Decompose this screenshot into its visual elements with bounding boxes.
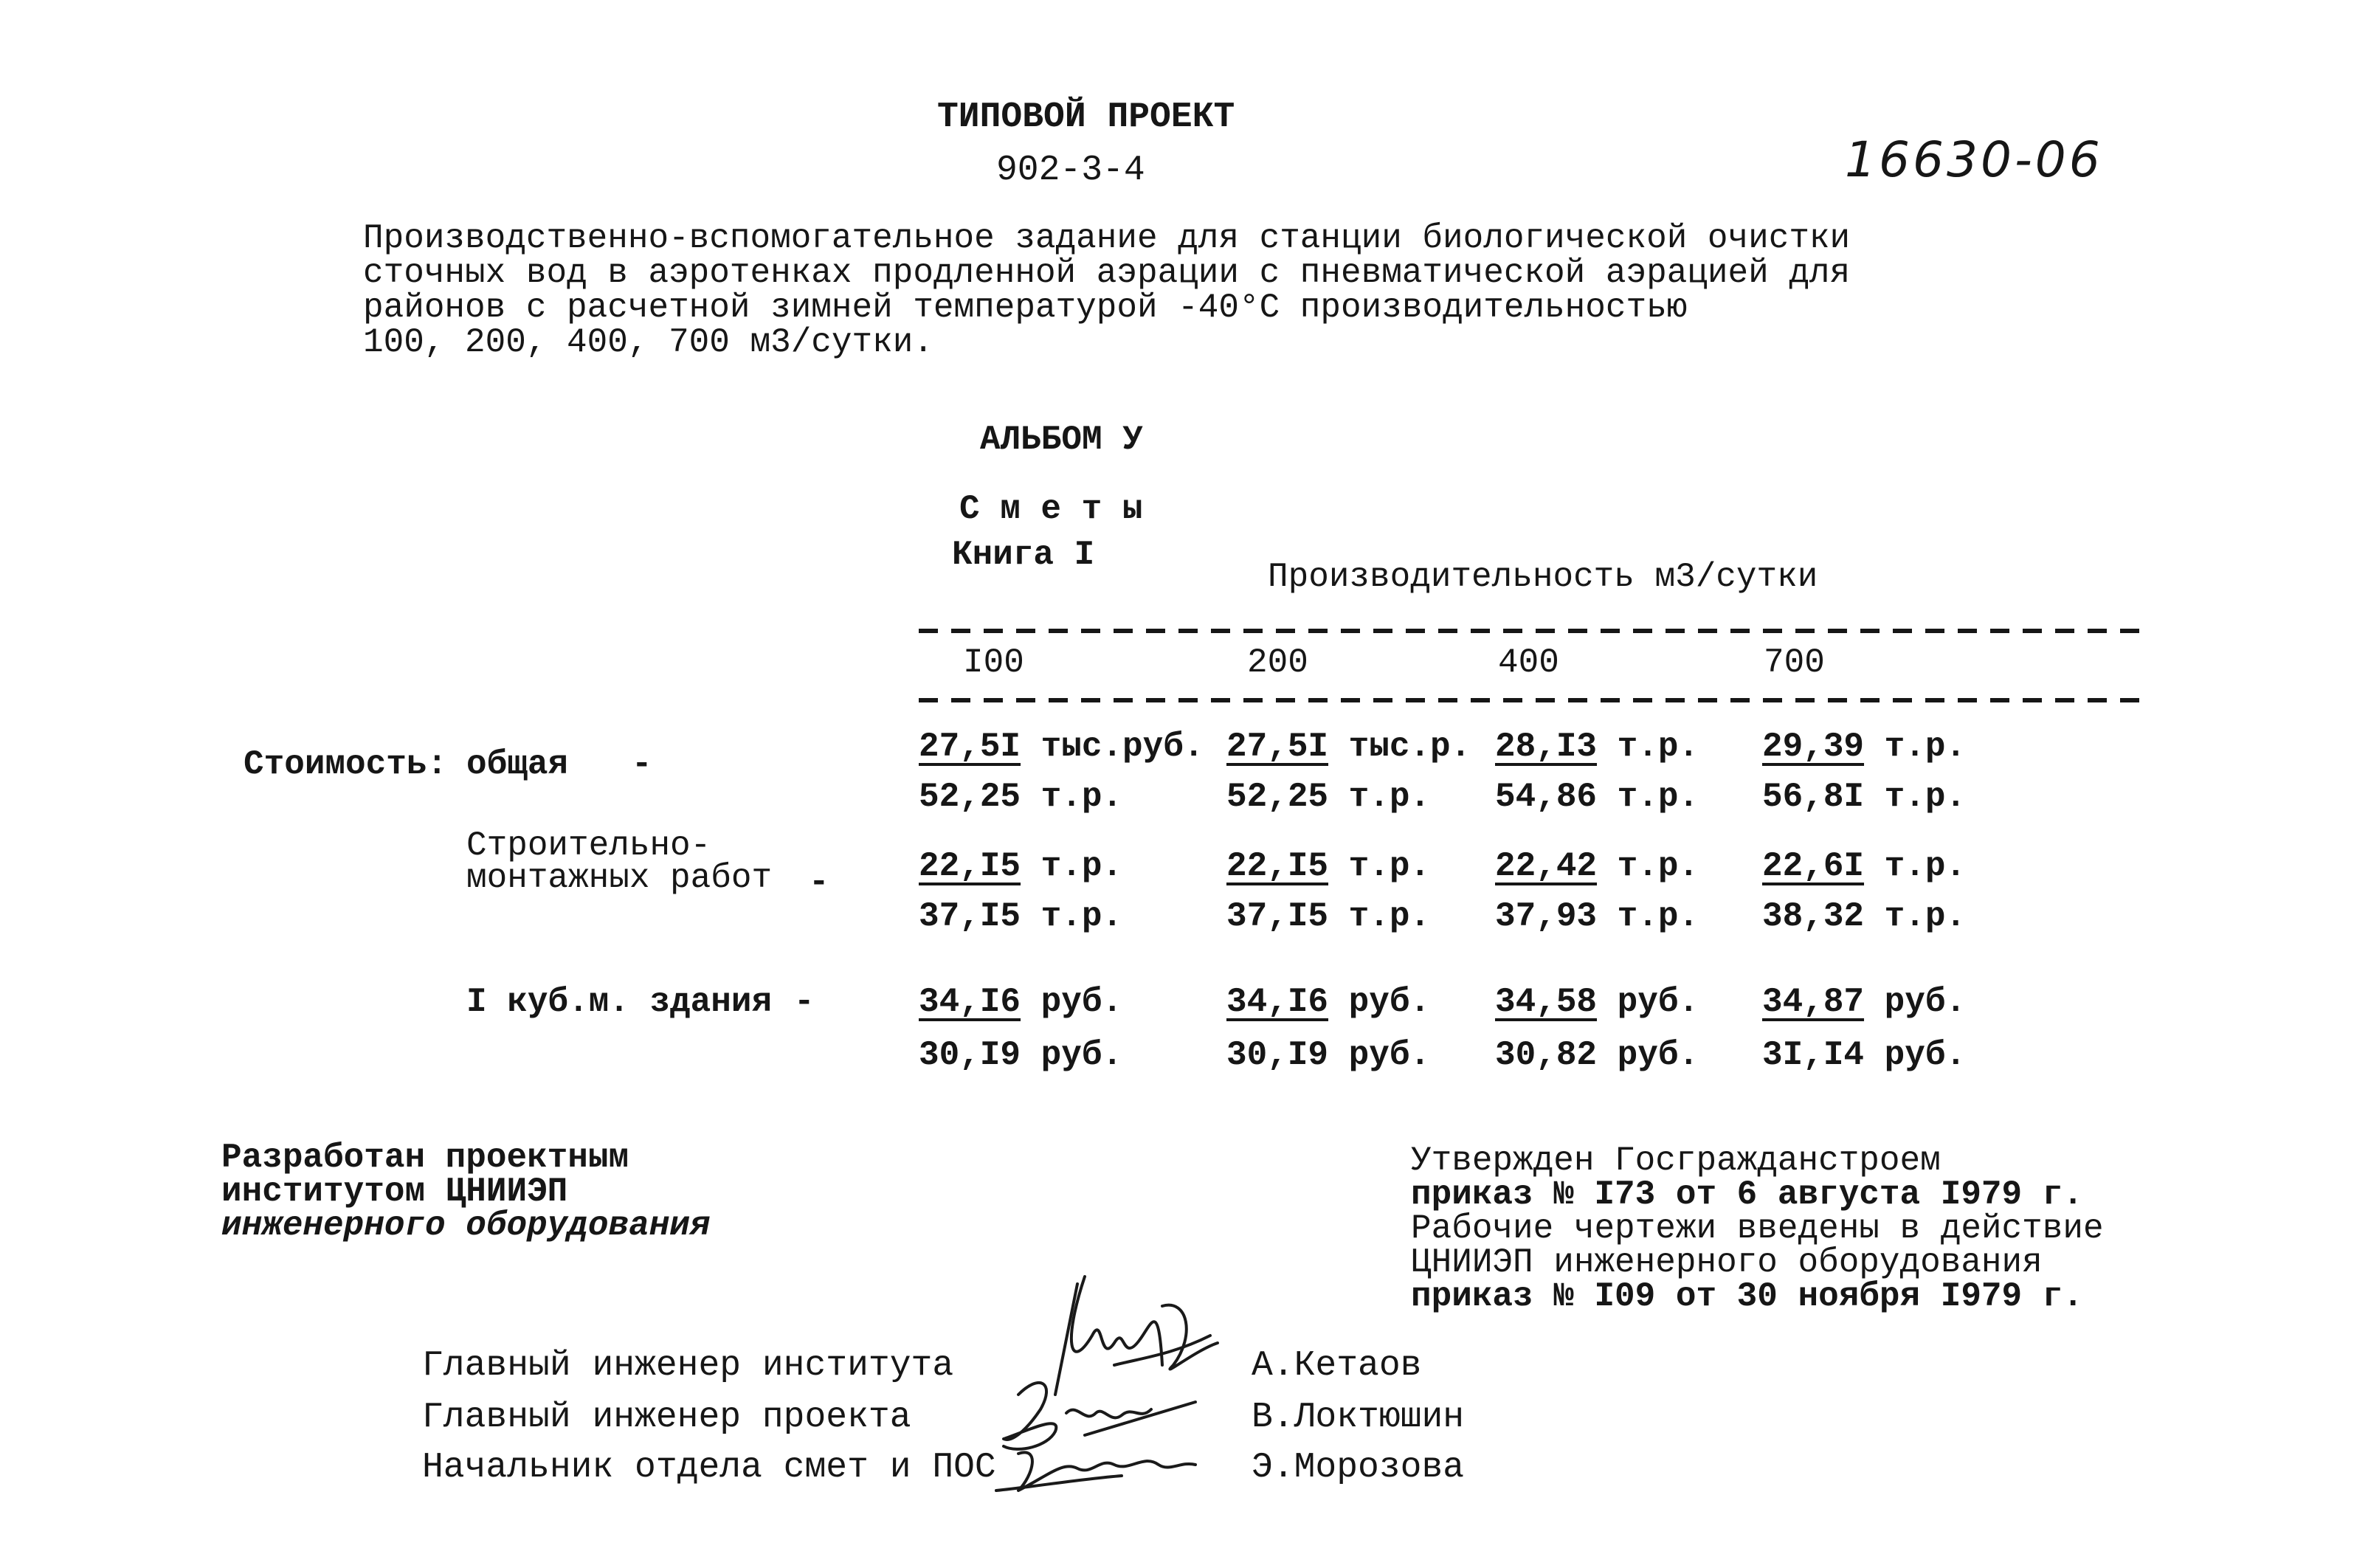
value: 38,32 xyxy=(1762,897,1865,936)
value: 34,87 xyxy=(1762,983,1865,1021)
description-line-3: районов с расчетной зимней температурой -40°С производительностью xyxy=(363,289,1688,327)
row-dash-cubic-meter: - xyxy=(794,983,815,1021)
cell-cubic-400-top xyxy=(1495,983,1699,1021)
cell-cubic-100-bottom xyxy=(919,1036,1122,1074)
signature-role-1: Главный инженер института xyxy=(422,1346,954,1386)
value: 30,82 xyxy=(1495,1036,1598,1074)
cell-cubic-100-top xyxy=(919,983,1122,1021)
signature-name-2: В.Локтюшин xyxy=(1252,1398,1465,1437)
row-label-cubic-meter: I куб.м. здания xyxy=(466,983,773,1021)
cost-label: Стоимость: xyxy=(244,745,448,784)
description-line-1: Производственно-вспомогательное задание для станции биологической очистки xyxy=(363,219,1851,258)
unit: руб. xyxy=(1884,983,1967,1021)
cell-total-400-top xyxy=(1495,728,1699,766)
value: 28,I3 xyxy=(1495,728,1598,766)
cell-construction-100-top xyxy=(919,847,1122,885)
unit: тыс.р. xyxy=(1348,728,1471,766)
unit: т.р. xyxy=(1040,847,1123,885)
unit: т.р. xyxy=(1884,897,1967,936)
cell-total-700-top xyxy=(1762,728,1966,766)
approval-line-3: Рабочие чертежи введены в действие xyxy=(1411,1209,2104,1248)
row-label-construction xyxy=(466,826,773,897)
approval-line-4: ЦНИИЭП инженерного оборудования xyxy=(1411,1243,2043,1282)
value: 22,I5 xyxy=(1226,847,1329,885)
table-rule-bottom xyxy=(919,698,2144,702)
section-title: С м е т ы xyxy=(959,490,1143,528)
cell-total-100-top xyxy=(919,728,1204,766)
value: 52,25 xyxy=(919,778,1021,816)
unit: т.р. xyxy=(1617,897,1699,936)
unit: тыс.руб. xyxy=(1040,728,1204,766)
unit: руб. xyxy=(1040,983,1123,1021)
unit: руб. xyxy=(1884,1036,1967,1074)
developer-block xyxy=(221,1141,711,1243)
cell-construction-400-top xyxy=(1495,847,1699,885)
value: 22,6I xyxy=(1762,847,1865,885)
value: 37,I5 xyxy=(1226,897,1329,936)
cell-cubic-200-bottom xyxy=(1226,1036,1430,1074)
value: 34,58 xyxy=(1495,983,1598,1021)
value: 3I,I4 xyxy=(1762,1036,1865,1074)
description xyxy=(363,221,1850,360)
cell-construction-400-bottom xyxy=(1495,897,1699,936)
unit: т.р. xyxy=(1884,778,1967,816)
column-header-100: I00 xyxy=(963,643,1024,682)
row-dash-construction: - xyxy=(809,863,829,902)
signature-role-3: Начальник отдела смет и ПОС xyxy=(422,1448,996,1488)
handwritten-signatures-icon xyxy=(974,1254,1269,1505)
album-title: АЛЬБОМ У xyxy=(980,421,1143,459)
cell-total-200-top xyxy=(1226,728,1471,766)
project-number: 902-3-4 xyxy=(996,151,1145,190)
column-header-700: 700 xyxy=(1764,643,1825,682)
unit: руб. xyxy=(1348,983,1431,1021)
developer-line-1: Разработан проектным xyxy=(221,1139,629,1177)
value: 27,5I xyxy=(1226,728,1329,766)
signature-name-3: Э.Морозова xyxy=(1252,1448,1465,1488)
row-label-construction-line-1: Строительно- xyxy=(466,826,711,865)
value: 29,39 xyxy=(1762,728,1865,766)
value: 27,5I xyxy=(919,728,1021,766)
value: 54,86 xyxy=(1495,778,1598,816)
cell-construction-700-top xyxy=(1762,847,1966,885)
unit: т.р. xyxy=(1348,778,1431,816)
cell-cubic-400-bottom xyxy=(1495,1036,1699,1074)
unit: т.р. xyxy=(1617,778,1699,816)
developer-line-2: институтом ЦНИИЭП xyxy=(221,1172,568,1211)
row-dash-total: - xyxy=(632,745,652,784)
approval-line-5: приказ № I09 от 30 ноября I979 г. xyxy=(1411,1277,2083,1316)
cell-construction-700-bottom xyxy=(1762,897,1966,936)
unit: т.р. xyxy=(1040,897,1123,936)
unit: т.р. xyxy=(1040,778,1123,816)
column-header-200: 200 xyxy=(1247,643,1308,682)
description-line-4: 100, 200, 400, 700 м3/сутки. xyxy=(363,323,933,362)
value: 34,I6 xyxy=(1226,983,1329,1021)
cell-total-700-bottom xyxy=(1762,778,1966,816)
approval-line-1: Утвержден Госгражданстроем xyxy=(1411,1142,1941,1180)
value: 30,I9 xyxy=(1226,1036,1329,1074)
row-label-construction-line-2: монтажных работ xyxy=(466,859,773,897)
value: 52,25 xyxy=(1226,778,1329,816)
cell-total-100-bottom xyxy=(919,778,1122,816)
signature-role-2: Главный инженер проекта xyxy=(422,1398,911,1437)
unit: т.р. xyxy=(1884,728,1967,766)
unit: руб. xyxy=(1040,1036,1123,1074)
cell-total-200-bottom xyxy=(1226,778,1430,816)
value: 22,42 xyxy=(1495,847,1598,885)
unit: т.р. xyxy=(1617,847,1699,885)
developer-line-3: инженерного оборудования xyxy=(221,1206,711,1245)
value: 34,I6 xyxy=(919,983,1021,1021)
cell-cubic-200-top xyxy=(1226,983,1430,1021)
unit: руб. xyxy=(1348,1036,1431,1074)
book-title: Книга I xyxy=(952,536,1095,574)
signature-name-1: А.Кетаов xyxy=(1252,1346,1422,1386)
unit: т.р. xyxy=(1348,897,1431,936)
unit: т.р. xyxy=(1617,728,1699,766)
column-header-400: 400 xyxy=(1498,643,1559,682)
cell-construction-100-bottom xyxy=(919,897,1122,936)
table-caption: Производительность м3/сутки xyxy=(1268,558,1818,596)
approval-block xyxy=(1411,1142,2104,1316)
cell-cubic-700-bottom xyxy=(1762,1036,1966,1074)
value: 37,93 xyxy=(1495,897,1598,936)
table-rule-top xyxy=(919,629,2144,633)
unit: т.р. xyxy=(1348,847,1431,885)
unit: руб. xyxy=(1617,983,1699,1021)
unit: руб. xyxy=(1617,1036,1699,1074)
doc-title: ТИПОВОЙ ПРОЕКТ xyxy=(937,97,1235,137)
inventory-number: 16630-06 xyxy=(1845,131,2103,188)
cell-total-400-bottom xyxy=(1495,778,1699,816)
cell-construction-200-bottom xyxy=(1226,897,1430,936)
value: 37,I5 xyxy=(919,897,1021,936)
approval-line-2: приказ № I73 от 6 августа I979 г. xyxy=(1411,1175,2083,1214)
value: 22,I5 xyxy=(919,847,1021,885)
value: 30,I9 xyxy=(919,1036,1021,1074)
unit: т.р. xyxy=(1884,847,1967,885)
cell-construction-200-top xyxy=(1226,847,1430,885)
value: 56,8I xyxy=(1762,778,1865,816)
row-label-total: общая xyxy=(466,745,569,784)
description-line-2: сточных вод в аэротенках продленной аэрации с пневматической аэрацией для xyxy=(363,254,1851,292)
cell-cubic-700-top xyxy=(1762,983,1966,1021)
